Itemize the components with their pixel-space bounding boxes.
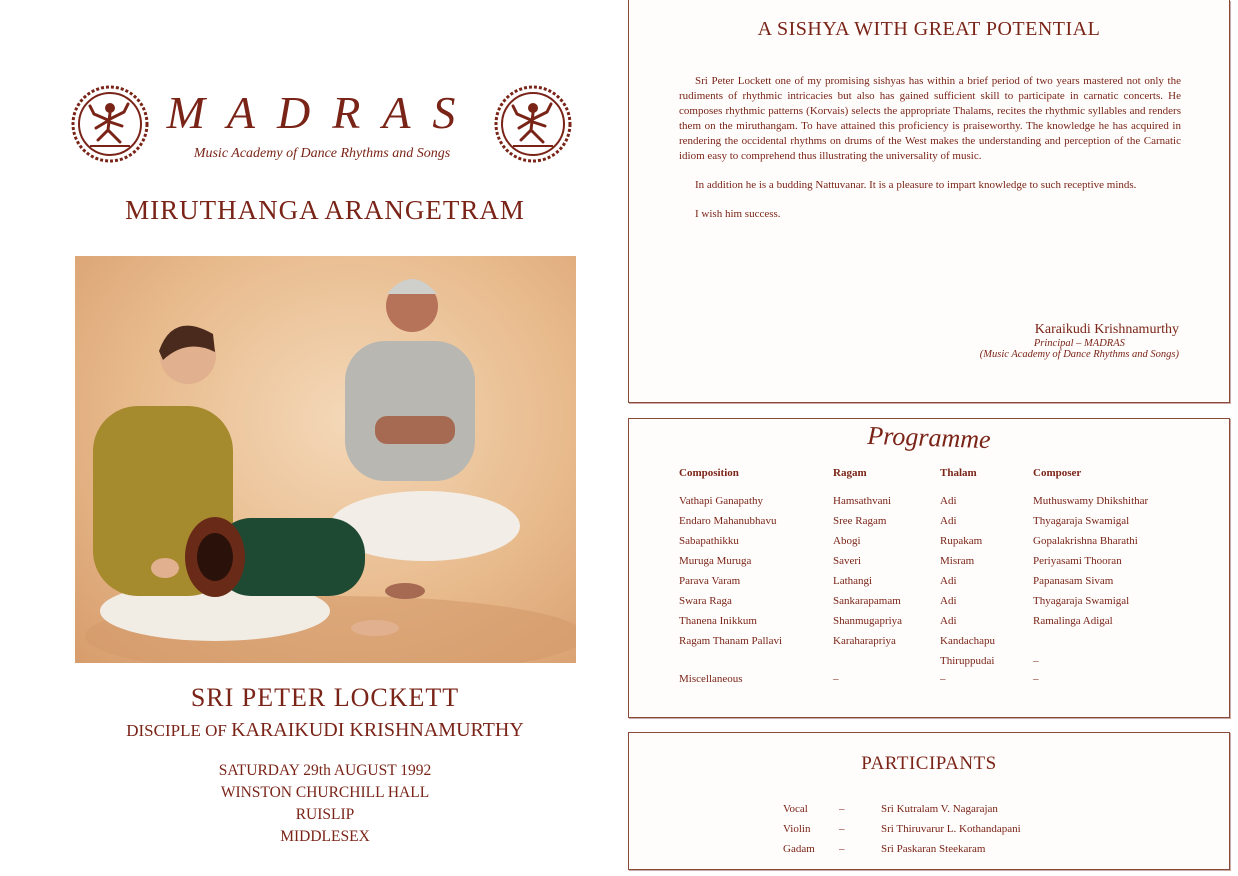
participant-dash: – bbox=[839, 803, 845, 815]
participant-dash: – bbox=[839, 843, 845, 855]
thalam-cell: – bbox=[940, 673, 946, 685]
guru-name: KARAIKUDI KRISHNAMURTHY bbox=[231, 719, 524, 741]
event-town: RUISLIP bbox=[295, 806, 355, 823]
header-composition: Composition bbox=[679, 467, 739, 479]
programme-table bbox=[679, 467, 1199, 693]
participants-panel bbox=[628, 732, 1230, 870]
participants-title: PARTICIPANTS bbox=[861, 753, 997, 774]
thalam-cell: Adi bbox=[940, 595, 957, 607]
letter-paragraph: Sri Peter Lockett one of my promising sishyas has within a brief period of two years mastered not only the rudiments of rhythmic intricacies but also has gained sufficient skill to participate in carnatic concerts. He composes rhythmic patterns (Korvais) selects the appropriate Thalams, recites the rhythmic syllables and renders them on the miruthangam. To have attained this proficiency is praiseworthy. The knowledge he has acquired in rendering the occidental rhythms on drums of the West makes the understanding and perception of the Carnatic idiom easy to comprehend thus illustrating the universality of music. bbox=[679, 75, 1181, 162]
list-item bbox=[783, 843, 1083, 863]
composer-cell: Thyagaraja Swamigal bbox=[1033, 515, 1130, 527]
programme-panel bbox=[628, 418, 1230, 718]
participant-name: Sri Thiruvarur L. Kothandapani bbox=[881, 823, 1021, 835]
composer-cell: Papanasam Sivam bbox=[1033, 575, 1114, 587]
signature-name: Karaikudi Krishnamurthy bbox=[1034, 322, 1179, 337]
participants-list bbox=[783, 803, 1083, 863]
ragam-cell: Karaharapriya bbox=[833, 635, 896, 647]
ragam-cell: Saveri bbox=[833, 555, 862, 567]
composer-cell: – bbox=[1033, 655, 1039, 667]
header-thalam: Thalam bbox=[940, 467, 977, 479]
composer-cell: Thyagaraja Swamigal bbox=[1033, 595, 1130, 607]
thalam-cell: Adi bbox=[940, 575, 957, 587]
event-venue: WINSTON CHURCHILL HALL bbox=[220, 784, 430, 801]
ragam-cell: Shanmugapriya bbox=[833, 615, 903, 627]
letter-paragraph: I wish him success. bbox=[695, 208, 781, 220]
composition-cell: Parava Varam bbox=[679, 575, 741, 587]
signature-block bbox=[980, 322, 1179, 360]
table-row bbox=[679, 595, 1199, 615]
letter-title: A SISHYA WITH GREAT POTENTIAL bbox=[757, 18, 1101, 40]
composition-cell: Ragam Thanam Pallavi bbox=[679, 635, 783, 647]
programme-title: Programme bbox=[866, 420, 992, 455]
participant-instrument: Violin bbox=[783, 823, 811, 835]
logo-subtitle: Music Academy of Dance Rhythms and Songs bbox=[193, 146, 451, 161]
composition-cell: Muruga Muruga bbox=[679, 555, 752, 567]
event-date: SATURDAY 29th AUGUST 1992 bbox=[218, 762, 432, 779]
composition-cell: Sabapathikku bbox=[679, 535, 739, 547]
composer-cell: Periyasami Thooran bbox=[1033, 555, 1122, 567]
dancing-shiva-emblem-icon bbox=[70, 84, 150, 164]
signature-role: Principal – MADRAS bbox=[1033, 338, 1125, 349]
thalam-cell: Kandachapu bbox=[940, 635, 995, 647]
composition-cell: Swara Raga bbox=[679, 595, 732, 607]
composition-cell: Miscellaneous bbox=[679, 673, 743, 685]
letter-paragraph: In addition he is a budding Nattuvanar. It is a pleasure to impart knowledge to such receptive minds. bbox=[695, 179, 1137, 191]
composer-cell: – bbox=[1033, 673, 1039, 685]
composition-cell: Thanena Inikkum bbox=[679, 615, 757, 627]
participant-dash: – bbox=[839, 823, 845, 835]
participant-name: Sri Paskaran Steekaram bbox=[881, 843, 986, 855]
thalam-cell: Misram bbox=[940, 555, 975, 567]
performer-name: SRI PETER LOCKETT bbox=[190, 683, 460, 712]
event-county: MIDDLESEX bbox=[280, 828, 370, 845]
participant-instrument: Gadam bbox=[783, 843, 815, 855]
programme-header-row bbox=[679, 467, 1199, 495]
ragam-cell: Sankarapamam bbox=[833, 595, 901, 607]
list-item bbox=[783, 823, 1083, 843]
table-row bbox=[679, 555, 1199, 575]
thalam-cell: Adi bbox=[940, 615, 957, 627]
thalam-cell: Rupakam bbox=[940, 535, 983, 547]
signature-org: (Music Academy of Dance Rhythms and Songs) bbox=[979, 349, 1179, 360]
madras-logo bbox=[70, 84, 575, 166]
event-details bbox=[0, 760, 650, 848]
table-row bbox=[679, 615, 1199, 635]
ragam-cell: Abogi bbox=[833, 535, 861, 547]
musicians-photo bbox=[75, 256, 576, 663]
table-row bbox=[679, 515, 1199, 535]
table-row bbox=[679, 673, 1199, 693]
letter-panel bbox=[628, 0, 1230, 403]
table-row bbox=[679, 635, 1199, 655]
logo-word: MADRAS bbox=[166, 87, 478, 138]
table-row bbox=[679, 575, 1199, 595]
composition-cell: Vathapi Ganapathy bbox=[679, 495, 763, 507]
ragam-cell: Sree Ragam bbox=[833, 515, 887, 527]
composer-cell: Gopalakrishna Bharathi bbox=[1033, 535, 1138, 547]
page-title: MIRUTHANGA ARANGETRAM bbox=[125, 195, 525, 225]
thalam-cell: Adi bbox=[940, 515, 957, 527]
composer-cell: Muthuswamy Dhikshithar bbox=[1033, 495, 1149, 507]
header-ragam: Ragam bbox=[833, 467, 867, 479]
ragam-cell: Lathangi bbox=[833, 575, 873, 587]
header-composer: Composer bbox=[1033, 467, 1082, 479]
composer-cell: Ramalinga Adigal bbox=[1033, 615, 1113, 627]
table-row bbox=[679, 535, 1199, 555]
disciple-prefix: DISCIPLE OF bbox=[126, 721, 227, 740]
ragam-cell: – bbox=[833, 673, 839, 685]
ragam-cell: Hamsathvani bbox=[833, 495, 892, 507]
thalam-cell: Adi bbox=[940, 495, 957, 507]
table-row bbox=[679, 495, 1199, 515]
disciple-line bbox=[0, 719, 650, 742]
list-item bbox=[783, 803, 1083, 823]
table-row bbox=[679, 655, 1199, 673]
dancing-shiva-emblem-icon bbox=[493, 84, 573, 164]
letter-body bbox=[679, 74, 1181, 236]
composition-cell: Endaro Mahanubhavu bbox=[679, 515, 777, 527]
thalam-cell: Thiruppudai bbox=[940, 655, 995, 667]
participant-instrument: Vocal bbox=[783, 803, 808, 815]
participant-name: Sri Kutralam V. Nagarajan bbox=[881, 803, 998, 815]
